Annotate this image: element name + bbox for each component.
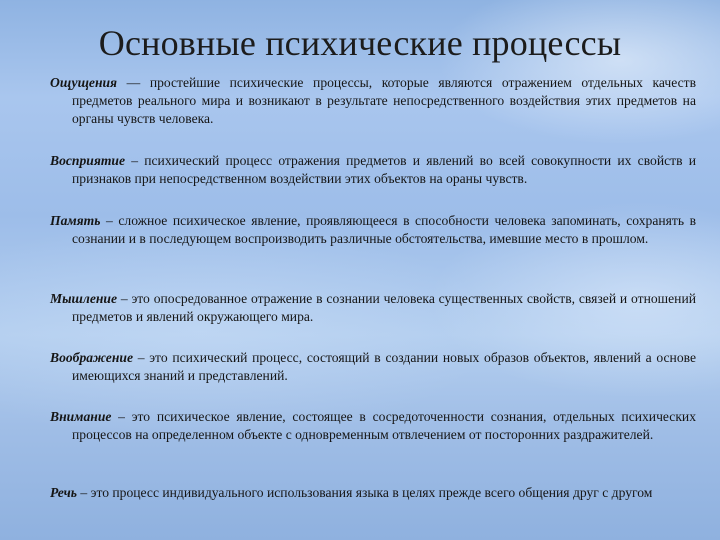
- definition-text-thinking: – это опосредованное отражение в сознании человека существенных свойств, связей и отношений предметов и явлений окружающего мира.: [72, 291, 696, 324]
- definition-imagination: [50, 349, 696, 385]
- definition-text-imagination: – это психический процесс, состоящий в создании новых образов объектов, явлений а основе имеющихся знаний и представлений.: [72, 350, 696, 383]
- definition-text-sensation: — простейшие психические процессы, которые являются отражением отдельных качеств предметов реального мира и возникают в результате непосредственного воздействия этих предметов на органы чувств человека.: [72, 75, 696, 126]
- term-speech: Речь: [50, 485, 78, 500]
- term-imagination: Воображение: [50, 350, 133, 365]
- term-memory: Память: [50, 213, 101, 228]
- definition-memory: [50, 212, 696, 248]
- definition-perception: [50, 152, 696, 188]
- slide-title: Основные психические процессы: [98, 23, 622, 63]
- definition-text-perception: – психический процесс отражения предметов и явлений во всей совокупности их свойств и признаков при непосредственном воздействии этих объектов на ораны чувств.: [72, 153, 696, 186]
- definition-speech: [50, 484, 696, 502]
- definition-sensation: [50, 74, 696, 128]
- definition-attention: [50, 408, 696, 444]
- term-thinking: Мышление: [50, 291, 117, 306]
- definition-text-speech: – это процесс индивидуального использования языка в целях прежде всего общения друг с другом: [77, 485, 653, 500]
- definition-thinking: [50, 290, 696, 326]
- definition-text-attention: – это психическое явление, состоящее в сосредоточенности сознания, отдельных психических процессов на определенном объекте с одновременным отвлечением от посторонних раздражителей.: [72, 409, 696, 442]
- term-sensation: Ощущения: [50, 75, 118, 90]
- term-attention: Внимание: [50, 409, 112, 424]
- term-perception: Восприятие: [50, 153, 125, 168]
- definition-text-memory: – сложное психическое явление, проявляющееся в способности человека запоминать, сохранять в сознании и в последующем воспроизводить различные обстоятельства, имевшие место в прошлом.: [72, 213, 696, 246]
